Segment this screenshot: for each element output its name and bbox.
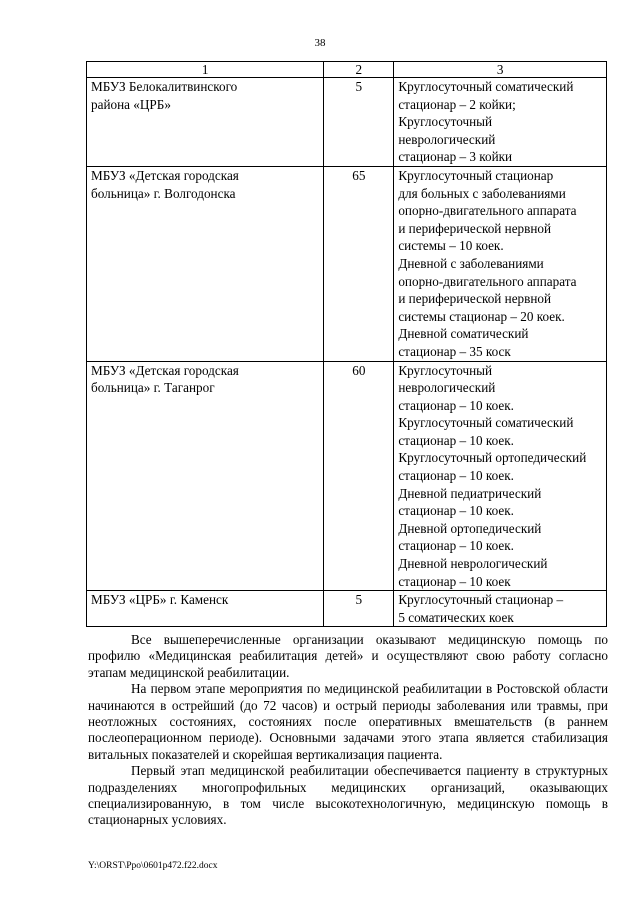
bed-count-cell: 60 xyxy=(324,361,394,591)
description-cell xyxy=(394,361,607,591)
description-line: Круглосуточный ортопедический xyxy=(398,450,587,466)
bed-count-cell: 5 xyxy=(324,78,394,167)
description-line: Дневной педиатрический xyxy=(398,485,542,501)
table-row xyxy=(87,361,607,591)
description-line: стационар – 10 коек xyxy=(398,573,511,589)
description-line: Круглосуточный xyxy=(398,114,493,130)
organization-cell xyxy=(87,361,324,591)
description-line: Дневной с заболеваниями xyxy=(398,255,544,271)
organization-line: МБУЗ «ЦРБ» г. Каменск xyxy=(91,592,229,608)
description-line: Круглосуточный стационар – xyxy=(398,592,564,608)
organization-line: МБУЗ «Детская городская xyxy=(91,362,239,378)
description-line: Дневной неврологический xyxy=(398,556,548,572)
description-line: стационар – 10 коек. xyxy=(398,432,514,448)
column-header-3: 3 xyxy=(394,62,607,78)
body-text xyxy=(88,632,608,829)
description-line: опорно-двигательного аппарата xyxy=(398,273,577,289)
bed-count-cell: 65 xyxy=(324,166,394,361)
table-header-row xyxy=(87,62,607,78)
table-row xyxy=(87,166,607,361)
description-line: стационар – 10 коек. xyxy=(398,503,514,519)
description-line: стационар – 35 коск xyxy=(398,343,511,359)
organization-line: больница» г. Таганрог xyxy=(91,380,215,396)
description-line: Дневной ортопедический xyxy=(398,520,542,536)
description-line: опорно-двигательного аппарата xyxy=(398,203,577,219)
description-line: и периферической нервной xyxy=(398,291,552,307)
description-line: Круглосуточный соматический xyxy=(398,79,574,94)
description-line: Дневной соматический xyxy=(398,326,529,342)
description-line: и периферической нервной xyxy=(398,220,552,236)
rehab-organizations-table xyxy=(86,61,607,627)
description-line: стационар – 10 коек. xyxy=(398,468,514,484)
description-line: Круглосуточный соматический xyxy=(398,415,574,431)
organization-line: МБУЗ Белокалитвинского xyxy=(91,79,238,94)
description-line: стационар – 10 коек. xyxy=(398,538,514,554)
description-line: Круглосуточный стационар xyxy=(398,167,554,183)
organization-cell xyxy=(87,591,324,627)
organization-cell xyxy=(87,166,324,361)
organization-cell xyxy=(87,78,324,167)
description-line: стационар – 2 койки; xyxy=(398,96,516,112)
description-line: стационар – 10 коек. xyxy=(398,397,514,413)
organization-line: больница» г. Волгодонска xyxy=(91,185,236,201)
description-line: неврологический xyxy=(398,131,496,147)
paragraph-1: Все вышеперечисленные организации оказывают медицинскую помощь по профилю «Медицинская реабилитация детей» и осуществляют свою работу согласно этапам медицинской реабилитации. xyxy=(88,632,608,680)
description-line: системы стационар – 20 коек. xyxy=(398,308,565,324)
page-number: 38 xyxy=(314,37,326,49)
description-cell xyxy=(394,78,607,167)
description-line: неврологический xyxy=(398,380,496,396)
table-row xyxy=(87,591,607,627)
bed-count-cell: 5 xyxy=(324,591,394,627)
description-line: для больных с заболеваниями xyxy=(398,185,566,201)
description-cell xyxy=(394,591,607,627)
column-header-2: 2 xyxy=(324,62,394,78)
description-cell xyxy=(394,166,607,361)
table-row xyxy=(87,78,607,167)
paragraph-3: Первый этап медицинской реабилитации обеспечивается пациенту в структурных подразделениях многопрофильных медицинских организаций, оказывающих специализированную, в том числе высокотехнологичную, медицинскую помощь в стационарных условиях. xyxy=(88,763,608,828)
description-line: 5 соматических коек xyxy=(398,609,514,625)
footer-file-path: Y:\ORST\Ppo\0601p472.f22.docx xyxy=(88,861,218,871)
description-line: системы – 10 коек. xyxy=(398,238,504,254)
organization-line: района «ЦРБ» xyxy=(91,96,171,112)
paragraph-2: На первом этапе мероприятия по медицинской реабилитации в Ростовской области начинаются в острейший (до 72 часов) и острый периоды заболевания или травмы, при неотложных состояниях, состояниях после оперативных вмешательств (в раннем послеоперационном периоде). Основными задачами этого этапа является стабилизация витальных показателей и скорейшая вертикализация пациента. xyxy=(88,681,608,762)
description-line: стационар – 3 койки xyxy=(398,149,513,165)
column-header-1: 1 xyxy=(87,62,324,78)
organization-line: МБУЗ «Детская городская xyxy=(91,167,239,183)
description-line: Круглосуточный xyxy=(398,362,493,378)
